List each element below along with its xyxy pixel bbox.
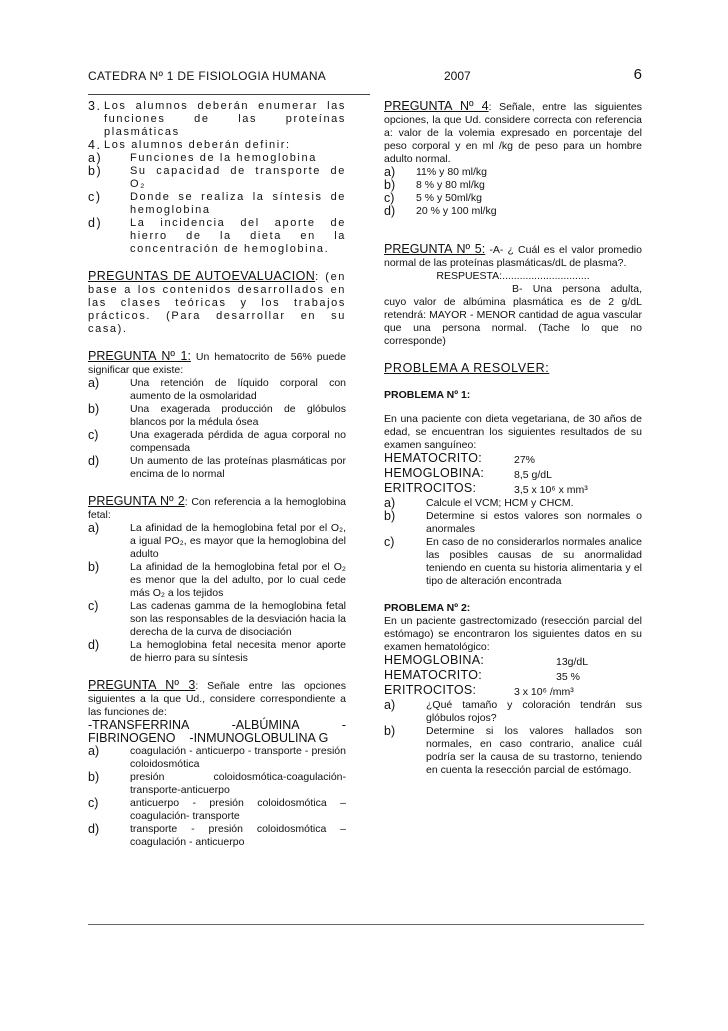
q4-option: a) 11% y 80 ml/kg — [384, 165, 488, 179]
right-column — [384, 100, 642, 777]
q1-title: PREGUNTA Nº 1: — [88, 349, 191, 363]
p1-option: c) En caso de no considerarlos normales analice las posibles causas de su anormalidad teniendo en cuenta su historia alimentaria y el tipo de alteración encontrada — [384, 535, 642, 587]
p1-title: PROBLEMA Nº 1: — [384, 389, 471, 401]
q3-option: c) anticuerpo - presión coloidosmótica – coagulación- transporte — [88, 796, 346, 822]
q3-option: a) coagulación - anticuerpo - transporte - presión coloidosmótica — [88, 744, 346, 770]
course-title: CATEDRA Nº 1 DE FISIOLOGIA HUMANA — [88, 69, 327, 83]
p1-option: a) Calcule el VCM; HCM y CHCM. — [384, 496, 574, 510]
item-3: 3. Los alumnos deberán enumerar las funciones de las proteínas plasmáticas — [88, 99, 346, 138]
q1-option: c) Una exagerada pérdida de agua corporal no compensada — [88, 428, 346, 454]
q4-option: c) 5 % y 50ml/kg — [384, 191, 482, 205]
problems-title: PROBLEMA A RESOLVER: — [384, 361, 550, 375]
item-4-sub: b) Su capacidad de transporte de O₂ — [88, 164, 346, 190]
q1-option: b) Una exagerada producción de glóbulos blancos por la médula ósea — [88, 402, 346, 428]
q5-title: PREGUNTA Nº 5: — [384, 242, 486, 256]
p2-value: HEMATOCRITO: 35 % — [384, 668, 580, 683]
q3-terms-line-2: FIBRINOGENO -INMUNOGLOBULINA G — [88, 731, 329, 745]
q5-answer-line: RESPUESTA:.............................. — [436, 270, 590, 282]
p1-option: b) Determine si estos valores son normales o anormales — [384, 509, 642, 535]
p2-value: HEMOGLOBINA: 13g/dL — [384, 653, 589, 668]
q3-terms-line-1: -TRANSFERRINA -ALBÚMINA - — [88, 718, 346, 732]
q4-title: PREGUNTA Nº 4 — [384, 99, 489, 113]
footer-rule — [88, 924, 644, 925]
left-column — [88, 100, 346, 849]
q5-part-b: B- Una persona adulta, cuyo valor de albúmina plasmática es de 2 g/dL retendrá: MAYOR - MENOR cantidad de agua vascular que una persona normal. (Tache lo que no corresponde) — [384, 283, 642, 347]
item-4-sub: d) La incidencia del aporte de hierro de la dieta en la concentración de hemoglobina. — [88, 216, 346, 255]
header-rule — [88, 94, 370, 95]
question-1: PREGUNTA Nº 1: Un hematocrito de 56% puede significar que existe: — [88, 349, 346, 376]
q2-option: d) La hemoglobina fetal necesita menor aporte de hierro para su síntesis — [88, 638, 346, 664]
p1-value: HEMATOCRITO: 27% — [384, 451, 536, 466]
p2-option: a) ¿Qué tamaño y coloración tendrán sus glóbulos rojos? — [384, 698, 642, 724]
page-header — [88, 66, 646, 86]
p1-value: HEMOGLOBINA: 8,5 g/dL — [384, 466, 552, 481]
q1-option: d) Un aumento de las proteínas plasmáticas por encima de lo normal — [88, 454, 346, 480]
q3-option: b) presión coloidosmótica-coagulación-transporte-anticuerpo — [88, 770, 346, 796]
question-4: PREGUNTA Nº 4: Señale, entre las siguientes opciones, la que Ud. considere correcta con referencia a: valor de la volemia expresado en porcentaje del peso corporal y en ml /kg de peso para un hombre adulto normal. — [384, 99, 642, 165]
p1-intro: En una paciente con dieta vegetariana, de 30 años de edad, se encuentran los siguientes resultados de su examen sanguíneo: — [384, 413, 642, 451]
p2-value: ERITROCITOS: 3 x 10⁶ /mm³ — [384, 683, 574, 698]
q3-title: PREGUNTA Nº 3 — [88, 678, 196, 692]
p1-value: ERITROCITOS: 3,5 x 10⁶ x mm³ — [384, 481, 588, 496]
q2-option: b) La afinidad de la hemoglobina fetal por el O₂ es menor que la del adulto, por lo cual cede más O₂ a los tejidos — [88, 560, 346, 599]
autoeval-title: PREGUNTAS DE AUTOEVALUACION — [88, 269, 316, 283]
p2-title: PROBLEMA Nº 2: — [384, 602, 471, 614]
autoeval-intro: PREGUNTAS DE AUTOEVALUACION: (en base a los contenidos desarrollados en las clases teóricas y los trabajos prácticos. (Para desarrollar en su casa). — [88, 269, 347, 335]
q3-option: d) transporte - presión coloidosmótica – coagulación - anticuerpo — [88, 822, 346, 848]
item-4: 4. Los alumnos deberán definir: — [88, 138, 291, 152]
header-year: 2007 — [444, 69, 471, 83]
item-4-sub: c) Donde se realiza la síntesis de hemoglobina — [88, 190, 346, 216]
item-4-sub: a) Funciones de la hemoglobina — [88, 151, 317, 165]
question-5: PREGUNTA Nº 5: -A- ¿ Cuál es el valor promedio normal de las proteínas plasmáticas/dL de plasma?. — [384, 242, 642, 269]
p2-intro: En un paciente gastrectomizado (resección parcial del estómago) se encontraron los siguientes datos en su examen hematológico: — [384, 615, 642, 653]
q2-title: PREGUNTA Nº 2 — [88, 494, 185, 508]
q4-option: b) 8 % y 80 ml/kg — [384, 178, 485, 192]
q2-option: c) Las cadenas gamma de la hemoglobina fetal son las responsables de la desviación hacia la derecha de la curva de disociación — [88, 599, 346, 638]
q4-option: d) 20 % y 100 ml/kg — [384, 204, 497, 218]
question-3: PREGUNTA Nº 3: Señale entre las opciones siguientes a la que Ud., considere correspondiente a las funciones de: — [88, 678, 346, 718]
page-number: 6 — [633, 66, 642, 83]
q2-option: a) La afinidad de la hemoglobina fetal por el O₂, a igual PO₂, es mayor que la hemoglobina del adulto — [88, 521, 346, 560]
p2-option: b) Determine si los valores hallados son normales, en caso contrario, analice cuál podría ser la causa de su trastorno, teniendo en cuenta la resección parcial de estómago. — [384, 724, 642, 776]
question-2: PREGUNTA Nº 2: Con referencia a la hemoglobina fetal: — [88, 494, 346, 521]
q1-option: a) Una retención de líquido corporal con aumento de la osmolaridad — [88, 376, 346, 402]
